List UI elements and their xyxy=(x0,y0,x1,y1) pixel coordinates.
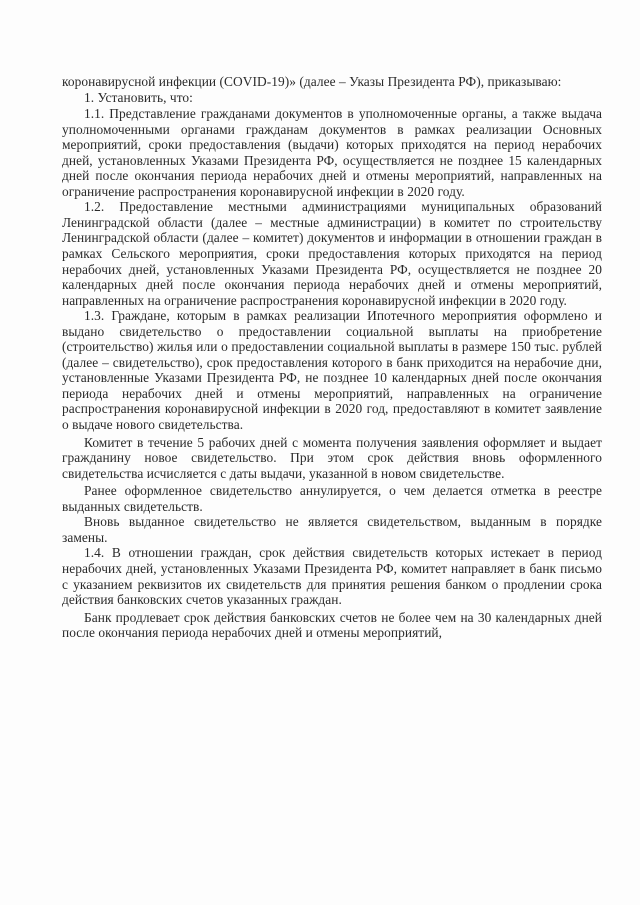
paragraph-intro: коронавирусной инфекции (COVID-19)» (далее – Указы Президента РФ), приказываю: xyxy=(62,74,562,89)
paragraph-item-1-4: 1.4. В отношении граждан, срок действия свидетельств которых истекает в период нерабочих дней, установленных Указами Президента РФ, комитет направляет в банк письмо с указанием реквизитов их свидетельств для принятия решения банком о продлении срока действия банковских счетов указанных граждан. xyxy=(62,545,602,608)
paragraph-annulment: Ранее оформленное свидетельство аннулируется, о чем делается отметка в реестре выданных свидетельств. xyxy=(62,483,602,514)
document-body xyxy=(62,74,602,641)
paragraph-item-1-1: 1.1. Представление гражданами документов в уполномоченные органы, а также выдача уполномоченными органами гражданам документов в рамках реализации Основных мероприятий, сроки предоставления (выдачи) которых приходятся на период нерабочих дней, установленных Указами Президента РФ, осуществляется не позднее 15 календарных дней после окончания периода нерабочих дней и отмены мероприятий, направленных на ограничение распространения коронавирусной инфекции в 2020 году. xyxy=(62,106,602,199)
paragraph-item-1: 1. Установить, что: xyxy=(84,89,193,105)
paragraph-item-1-3: 1.3. Граждане, которым в рамках реализации Ипотечного мероприятия оформлено и выдано свидетельство о предоставлении социальной выплаты на приобретение (строительство) жилья или о предоставлении социальной выплаты в размере 150 тыс. рублей (далее – свидетельство), срок предоставления которого в банк приходится на нерабочие дни, установленные Указами Президента РФ, не позднее 10 календарных дней после окончания периода нерабочих дней и отмены мероприятий, направленных на ограничение распространения коронавирусной инфекции в 2020 год, предоставляют в комитет заявление о выдаче нового свидетельства. xyxy=(62,308,602,433)
paragraph-reissue: Вновь выданное свидетельство не является свидетельством, выданным в порядке замены. xyxy=(62,514,602,545)
paragraph-committee-term: Комитет в течение 5 рабочих дней с момента получения заявления оформляет и выдает гражданину новое свидетельство. При этом срок действия вновь оформленного свидетельства исчисляется с даты выдачи, указанной в новом свидетельстве. xyxy=(62,434,602,481)
paragraph-item-1-2: 1.2. Предоставление местными администрациями муниципальных образований Ленинградской области (далее – местные администрации) в комитет по строительству Ленинградской области (далее – комитет) документов и информации в отношении граждан в рамках Сельского мероприятия, сроки предоставления которых приходятся на период нерабочих дней, установленных Указами Президента РФ, осуществляется не позднее 20 календарных дней после окончания периода нерабочих дней и отмены мероприятий, направленных на ограничение распространения коронавирусной инфекции в 2020 году. xyxy=(62,199,602,308)
paragraph-bank-extension: Банк продлевает срок действия банковских счетов не более чем на 30 календарных дней после окончания периода нерабочих дней и отмены мероприятий, xyxy=(62,609,602,641)
